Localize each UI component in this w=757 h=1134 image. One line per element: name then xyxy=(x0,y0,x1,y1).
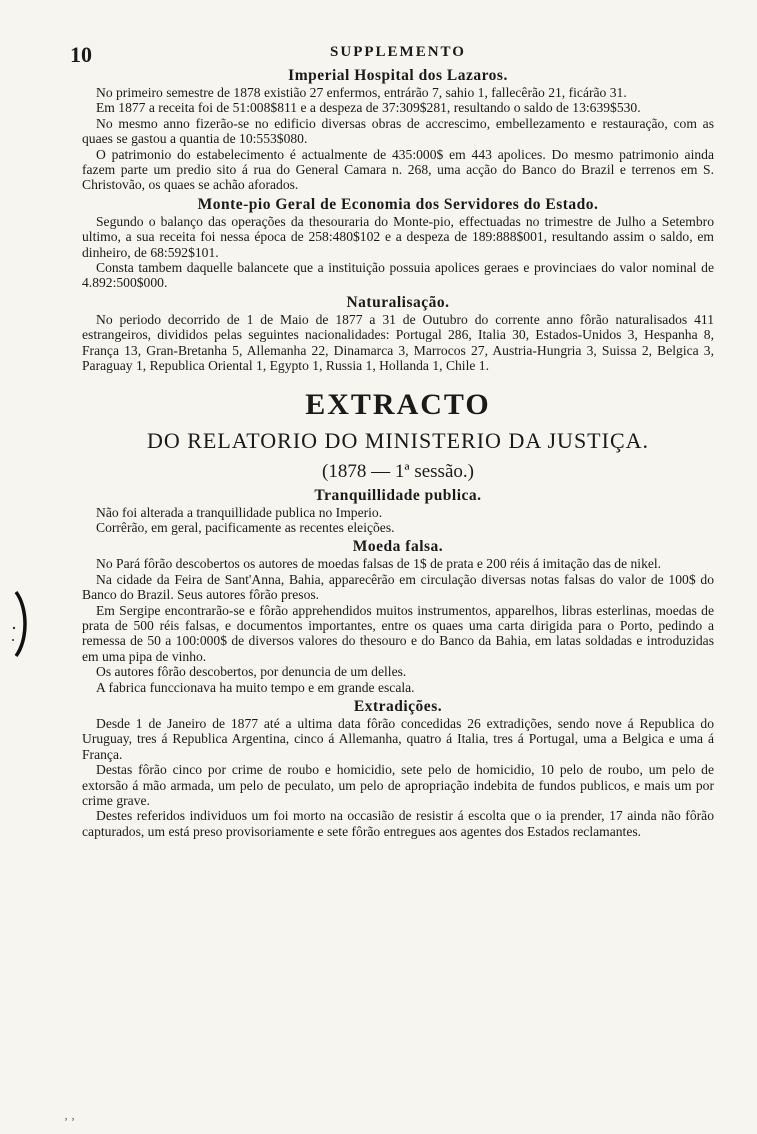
section-heading: Extradições. xyxy=(353,697,443,715)
section-heading: Imperial Hospital dos Lazaros. xyxy=(288,67,508,84)
running-head: SUPPLEMENTO xyxy=(330,44,466,60)
margin-bracket-mark xyxy=(10,588,32,660)
section-heading: Tranquillidade publica. xyxy=(314,486,482,504)
section xyxy=(82,195,714,291)
paragraph: Em 1877 a receita foi de 51:008$811 e a despeza de 37:309$281, resultando o saldo de 13:639$530. xyxy=(96,100,641,116)
paragraph: Consta tambem daquelle balancete que a instituição possuia apolices geraes e provinciaes do valor nominal de 4.892:500$000. xyxy=(82,260,714,291)
sections-part-2 xyxy=(82,486,714,840)
session-line: (1878 — 1ª sessão.) xyxy=(322,460,474,482)
paragraph: O patrimonio do estabelecimento é actualmente de 435:000$ em 443 apolices. Do mesmo patrimonio ainda fazem parte um predio sito á rua do General Camara n. 268, uma acção do Banco do Brazil e terrenos em S. Christovão, os quaes se achão aforados. xyxy=(82,146,714,193)
sections-part-1 xyxy=(82,66,714,374)
paragraph: Os autores fôrão descobertos, por denuncia de um delles. xyxy=(96,664,407,680)
margin-tick: ‚ ‚ xyxy=(64,1108,75,1122)
page-number: 10 xyxy=(70,42,92,67)
section xyxy=(82,537,714,695)
extracto-title: EXTRACTO xyxy=(305,387,491,421)
section xyxy=(82,293,714,374)
section-heading: Monte-pio Geral de Economia dos Servidores do Estado. xyxy=(197,195,599,213)
page-header xyxy=(70,42,714,67)
paragraph: Em Sergipe encontrarão-se e fôrão apprehendidos muitos instrumentos, apparelhos, libras esterlinas, moedas de prata de 500 réis falsas, e documentos importantes, entre os quaes uma carta dirigida para o Porto, pedindo a remessa de 50 a 100:000$ de diversos valores do thesouro e do Banco da Bahia, em latas soldadas e introduzidas em uma pipa de vinho. xyxy=(82,602,714,664)
paragraph: No periodo decorrido de 1 de Maio de 1877 a 31 de Outubro do corrente anno fôrão naturalisados 411 estrangeiros, divididos pelas seguintes nacionalidades: Portugal 286, Italia 30, Estados-Unidos 3, Hespanha 8, França 13, Gran-Bretanha 5, Allemanha 22, Dinamarca 3, Marrocos 27, Austria-Hungria 3, Suissa 2, Belgica 3, Paraguay 1, Republica Oriental 1, Egypto 1, Russia 1, Hollanda 1, Chile 1. xyxy=(82,311,714,374)
section-heading: Naturalisação. xyxy=(346,293,450,311)
paragraph: Corrêrão, em geral, pacificamente as recentes eleições. xyxy=(96,519,395,535)
document-page xyxy=(70,42,714,841)
section xyxy=(82,486,714,536)
paragraph: Desde 1 de Janeiro de 1877 até a ultima data fôrão concedidas 26 extradições, sendo nove á Republica do Uruguay, tres á Republica Argentina, cinco á Allemanha, quatro á Italia, tres á Portugal, uma a Belgica e uma á França. xyxy=(82,715,714,762)
paragraph: Destas fôrão cinco por crime de roubo e homicidio, sete pelo de homicidio, 10 pelo de roubo, um pelo de extorsão á mão armada, um pelo de peculato, um pelo de apropriação indebita de fundos publicos, e mais um por crime grave. xyxy=(82,762,714,808)
paragraph: No Pará fôrão descobertos os autores de moedas falsas de 1$ de prata e 200 réis á imitação das de nikel. xyxy=(96,556,662,572)
section-heading: Moeda falsa. xyxy=(352,538,444,556)
relatorio-subtitle: DO RELATORIO DO MINISTERIO DA JUSTIÇA. xyxy=(146,427,650,453)
paragraph: Destes referidos individuos um foi morto na occasião de resistir á escolta que o ia prender, 17 ainda não fôrão capturados, um está preso provisoriamente e sete fôrão entregues aos agentes dos Estados reclamantes. xyxy=(82,808,714,839)
paragraph: A fabrica funccionava ha muito tempo e em grande escala. xyxy=(96,679,415,695)
paragraph: No mesmo anno fizerão-se no edificio diversas obras de accrescimo, embellezamento e restauração, com as quaes se gastou a quantia de 10:553$080. xyxy=(82,115,714,147)
paragraph: No primeiro semestre de 1878 existião 27 enfermos, entrárão 7, sahio 1, fallecêrão 21, ficárão 31. xyxy=(96,85,627,100)
paragraph: Não foi alterada a tranquillidade publica no Imperio. xyxy=(96,504,383,520)
paragraph: Segundo o balanço das operações da thesouraria do Monte-pio, effectuadas no trimestre de Julho a Setembro ultimo, a sua receita foi nessa época de 258:480$102 e a despeza de 189:888$001, resultando assim o saldo, em dinheiro, de 68:592$101. xyxy=(82,213,714,260)
section xyxy=(82,66,714,193)
section xyxy=(82,697,714,839)
paragraph: Na cidade da Feira de Sant'Anna, Bahia, apparecêrão em circulação diversas notas falsas do valor de 100$ do Banco do Brazil. Seus autores fôrão presos. xyxy=(82,571,714,603)
